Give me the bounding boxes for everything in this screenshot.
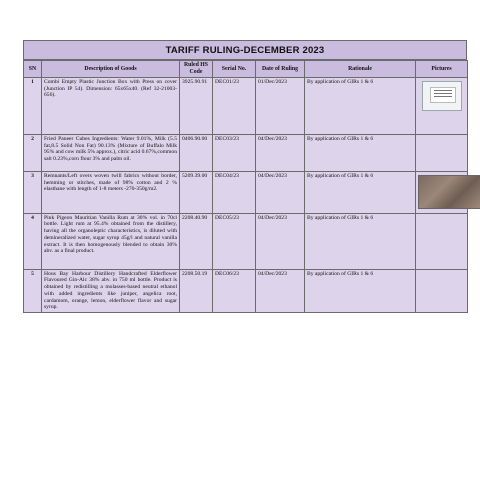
header-hs-code: Ruled HS Code: [180, 61, 213, 78]
junction-box-photo: [422, 81, 462, 111]
table-row: [24, 213, 468, 269]
header-rationale: Rationale: [305, 61, 416, 78]
row-picture: [416, 135, 468, 172]
tariff-ruling-sheet: [23, 40, 467, 313]
table-header-row: [24, 61, 468, 78]
row-picture: [416, 213, 468, 269]
row-goods: Fried Paneer Cubes Ingredients: Water 9.01%, Milk (5.5 fat,8.5 Solid Non Fat) 90.13% (Mixture of Buffalo Milk 95% and cow milk 5% approx.), citric acid 0.67%,common salt 0.23%,corn flour 3% and palm oil.: [42, 135, 180, 172]
row-hs-code: 2208.40.90: [180, 213, 213, 269]
row-serial: DEC06/23: [213, 269, 256, 312]
document-title: TARIFF RULING-DECEMBER 2023: [23, 40, 467, 60]
row-sn: 4: [24, 213, 42, 269]
row-hs-code: 0406.90.00: [180, 135, 213, 172]
row-rationale: By application of GIRs 1 & 6: [305, 269, 416, 312]
header-serial: Serial No.: [213, 61, 256, 78]
row-rationale: By application of GIRs 1 & 6: [305, 78, 416, 135]
row-date: 04/Dec/2023: [256, 269, 305, 312]
header-pictures: Pictures: [416, 61, 468, 78]
row-sn: 5: [24, 269, 42, 312]
row-hs-code: 5209.39.00: [180, 172, 213, 214]
row-serial: DEC04/23: [213, 172, 256, 214]
table-row: [24, 78, 468, 135]
header-sn: SN: [24, 61, 42, 78]
row-goods: Hous Bay Harbour Distillery Handcrafted Elderflower Flavoured Gin-Alc 38% abv. in 750 ml bottle. Product is obtained by redistilling a molasses-based neutral ethanol with added ingredients like juniper, angelica root, cardamom, orange, lemon, elderflower flavor and sugar syrup.: [42, 269, 180, 312]
header-date: Date of Ruling: [256, 61, 305, 78]
row-picture: [416, 172, 468, 214]
row-sn: 3: [24, 172, 42, 214]
row-rationale: By application of GIRs 1 & 6: [305, 213, 416, 269]
header-goods: Description of Goods: [42, 61, 180, 78]
row-hs-code: 3925.90.91: [180, 78, 213, 135]
table-row: [24, 269, 468, 312]
row-serial: DEC05/23: [213, 213, 256, 269]
row-serial: DEC03/23: [213, 135, 256, 172]
row-hs-code: 2208.50.19: [180, 269, 213, 312]
fabric-photo: [418, 175, 480, 209]
row-picture: [416, 78, 468, 135]
table-row: [24, 135, 468, 172]
table-row: [24, 172, 468, 214]
row-rationale: By application of GIRs 1 & 6: [305, 135, 416, 172]
row-serial: DEC01/23: [213, 78, 256, 135]
row-sn: 2: [24, 135, 42, 172]
row-date: 04/Dec/2023: [256, 135, 305, 172]
row-goods: Pink Pigeon Mauritian Vanilla Rum at 30% vol. in 70cl bottle. Light rum at 95.4% obtained from the distillery, having all the organoleptic characteristics, is diluted with demineralized water, sugar syrup 45g/l and natural vanilla extract. It is then homogenously blended to obtain 30% abv. as a final product.: [42, 213, 180, 269]
row-date: 01/Dec/2023: [256, 78, 305, 135]
row-picture: [416, 269, 468, 312]
row-goods: Combi Empty Plastic Junction Box with Press on cover (Junction IP 54). Dimension: 65x65x40. (Ref 32-21003-656).: [42, 78, 180, 135]
row-goods: Remnants/Left overs woven twill fabrics without border, hemming or stitches, made of 98% cotton and 2 % elasthane with length of 1-8 meters -270-350g/m2.: [42, 172, 180, 214]
row-date: 04/Dec/2023: [256, 172, 305, 214]
row-rationale: By application of GIRs 1 & 6: [305, 172, 416, 214]
tariff-table: [23, 60, 468, 313]
row-date: 04/Dec/2023: [256, 213, 305, 269]
row-sn: 1: [24, 78, 42, 135]
